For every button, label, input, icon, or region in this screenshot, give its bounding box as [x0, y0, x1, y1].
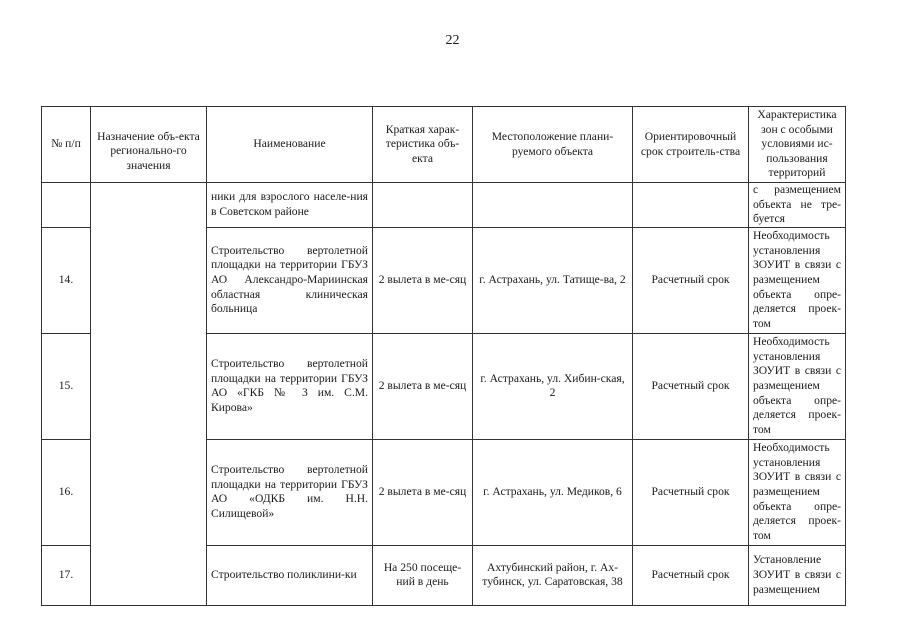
row-term: Расчетный срок — [633, 227, 749, 333]
row-zones: Необходимость установления ЗОУИТ в связи с размещением объекта опре-деляется проек-том — [749, 227, 846, 333]
header-zones: Характеристика зон с особыми условиями ис-пользования территорий — [749, 107, 846, 183]
row-location: г. Астрахань, ул. Медиков, 6 — [473, 439, 633, 545]
row-characteristic — [373, 183, 473, 228]
table-header-row — [42, 107, 846, 183]
row-name: Строительство вертолетной площадки на территории ГБУЗ АО «ОДКБ им. Н.Н. Силищевой» — [207, 439, 373, 545]
row-zones: Необходимость установления ЗОУИТ в связи с размещением объекта опре-деляется проек-том — [749, 439, 846, 545]
row-characteristic: 2 вылета в ме-сяц — [373, 227, 473, 333]
row-num: 15. — [42, 333, 91, 439]
header-num: № п/п — [42, 107, 91, 183]
row-name: ники для взрослого населе-ния в Советском районе — [207, 183, 373, 228]
row-term: Расчетный срок — [633, 439, 749, 545]
row-term: Расчетный срок — [633, 545, 749, 605]
row-num: 16. — [42, 439, 91, 545]
table-row — [42, 183, 846, 228]
header-term: Ориентировочный срок строитель-ства — [633, 107, 749, 183]
row-term: Расчетный срок — [633, 333, 749, 439]
row-num: 14. — [42, 227, 91, 333]
header-purpose: Назначение объ-екта регионально-го значения — [91, 107, 207, 183]
row-zones: Необходимость установления ЗОУИТ в связи с размещением объекта опре-деляется проек-том — [749, 333, 846, 439]
objects-table — [41, 106, 846, 606]
purpose-cell — [91, 183, 207, 606]
header-location: Местоположение плани-руемого объекта — [473, 107, 633, 183]
row-name: Строительство вертолетной площадки на территории ГБУЗ АО «ГКБ № 3 им. С.М. Кирова» — [207, 333, 373, 439]
row-num: 17. — [42, 545, 91, 605]
row-location: г. Астрахань, ул. Хибин-ская, 2 — [473, 333, 633, 439]
row-location — [473, 183, 633, 228]
row-zones: Установление ЗОУИТ в связи с размещением — [749, 545, 846, 605]
row-num — [42, 183, 91, 228]
row-zones: с размещением объекта не тре-буется — [749, 183, 846, 228]
row-term — [633, 183, 749, 228]
row-name: Строительство поликлини-ки — [207, 545, 373, 605]
header-characteristic: Краткая харак-теристика объ-екта — [373, 107, 473, 183]
row-characteristic: На 250 посеще-ний в день — [373, 545, 473, 605]
row-location: г. Астрахань, ул. Татище-ва, 2 — [473, 227, 633, 333]
row-location: Ахтубинский район, г. Ах-тубинск, ул. Саратовская, 38 — [473, 545, 633, 605]
row-characteristic: 2 вылета в ме-сяц — [373, 333, 473, 439]
row-name: Строительство вертолетной площадки на территории ГБУЗ АО Александро-Мариинская областная клиническая больница — [207, 227, 373, 333]
header-name: Наименование — [207, 107, 373, 183]
page-number: 22 — [445, 33, 460, 48]
row-characteristic: 2 вылета в ме-сяц — [373, 439, 473, 545]
